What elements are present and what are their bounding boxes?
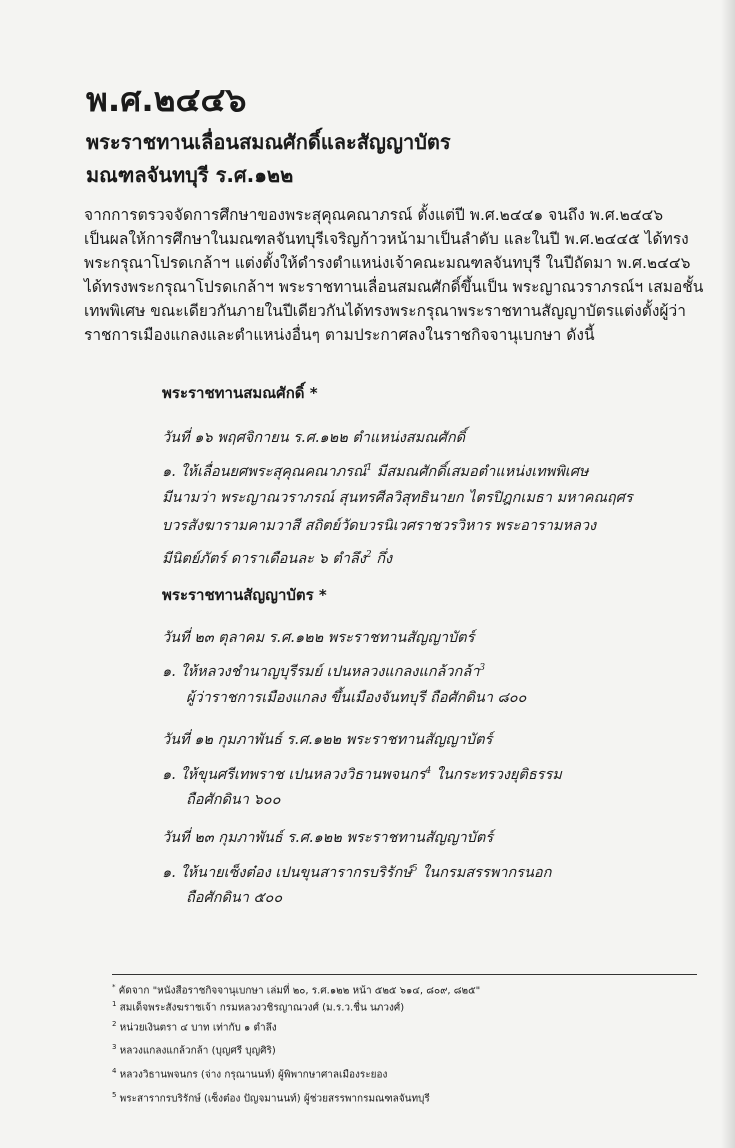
- footnote-divider: [112, 974, 697, 975]
- appointment-3-text: ๑. ให้นายเซ็งต๋อง เปนขุนสารากรบริรักษ์: [162, 864, 412, 881]
- appointment-3-date: วันที่ ๒๓ กุมภาพันธ์ ร.ศ.๑๒๒ พระราชทานสัญญาบัตร์: [162, 830, 494, 846]
- intro-line: ราชการเมืองแกลงและตำแหน่งอื่นๆ ตามประกาศลงในราชกิจจานุเบกษา ดังนี้: [84, 326, 595, 344]
- rank-line-2: มีนามว่า พระญาณวราภรณ์ สุนทรศีลวิสุทธินายก ไตรปิฎกเมธา มหาคณฤศร: [162, 490, 633, 506]
- footnote-text: หลวงวิธานพจนกร (จ่าง กรุณานนท์) ผู้พิพากษาศาลเมืองระยอง: [116, 1069, 388, 1081]
- footnote-mark: *: [112, 983, 116, 991]
- footnote-ref: 4: [425, 766, 432, 776]
- footnote-text: สมเด็จพระสังฆราชเจ้า กรมหลวงวชิรญาณวงศ์ (ม.ร.ว.ชื่น นภวงศ์): [116, 1002, 405, 1014]
- section-heading-rank: พระราชทานสมณศักดิ์ *: [162, 384, 318, 402]
- appointment-2-text-cont: ในกระทรวงยุติธรรม: [431, 766, 562, 783]
- intro-line: จากการตรวจจัดการศึกษาของพระสุคุณคณาภรณ์ ตั้งแต่ปี พ.ศ.๒๔๔๑ จนถึง พ.ศ.๒๔๔๖: [84, 206, 664, 224]
- footnote-ref: 3: [479, 663, 486, 673]
- intro-line: ได้ทรงพระกรุณาโปรดเกล้าฯ พระราชทานเลื่อนสมณศักดิ์ขึ้นเป็น พระญาณวราภรณ์ฯ เสมอชั้น: [84, 278, 704, 296]
- section-heading-appointment: พระราชทานสัญญาบัตร *: [162, 586, 327, 604]
- footnote: [112, 1040, 276, 1058]
- footnote-ref: 1: [366, 463, 373, 473]
- rank-date: วันที่ ๑๖ พฤศจิกายน ร.ศ.๑๒๒ ตำแหน่งสมณศักดิ์: [162, 430, 466, 446]
- intro-paragraph: [84, 203, 724, 347]
- rank-line-1-text: ๑. ให้เลื่อนยศพระสุคุณคณาภรณ์: [162, 463, 367, 480]
- footnote-mark: 3: [112, 1043, 117, 1051]
- rank-line-4: [162, 545, 392, 569]
- footnote-text: พระสารากรบริรักษ์ (เซ็งต๋อง ปัญจมานนท์) ผู้ช่วยสรรพากรมณฑลจันทบุรี: [116, 1093, 430, 1105]
- appointment-1-text: ๑. ให้หลวงชำนาญบุรีรมย์ เปนหลวงแกลงแกล้วกล้า: [162, 663, 480, 680]
- appointment-3-text-cont: ในกรมสรรพากรนอก: [417, 864, 552, 881]
- footnote-ref: 5: [411, 864, 418, 874]
- document-title: [86, 126, 451, 192]
- footnote: [112, 1017, 277, 1035]
- appointment-1-date: วันที่ ๒๓ ตุลาคม ร.ศ.๑๒๒ พระราชทานสัญญาบัตร์: [162, 630, 475, 646]
- footnote-text: หน่วยเงินตรา ๔ บาท เท่ากับ ๑ ตำลึง: [116, 1022, 277, 1034]
- rank-line-1: [162, 458, 589, 482]
- footnote: [112, 997, 404, 1015]
- footnote-ref: 2: [365, 550, 372, 560]
- appointment-2-date: วันที่ ๑๒ กุมภาพันธ์ ร.ศ.๑๒๒ พระราชทานสัญญาบัตร์: [162, 732, 493, 748]
- appointment-1-line-1: [162, 658, 485, 682]
- appointment-2-line-1: [162, 761, 562, 785]
- year-heading: พ.ศ.๒๔๔๖: [86, 80, 247, 119]
- intro-line: เป็นผลให้การศึกษาในมณฑลจันทบุรีเจริญก้าวหน้ามาเป็นลำดับ และในปี พ.ศ.๒๔๔๕ ได้ทรง: [84, 230, 689, 248]
- rank-line-3: บวรสังฆารามคามวาสี สถิตย์วัดบวรนิเวศราชวรวิหาร พระอารามหลวง: [162, 518, 597, 534]
- appointment-2-text: ๑. ให้ขุนศรีเทพราช เปนหลวงวิธานพจนกร: [162, 766, 426, 783]
- rank-line-4-text-cont: กึ่ง: [371, 550, 393, 567]
- footnote-mark: 1: [112, 1000, 117, 1008]
- footnote-text: หลวงแกลงแกล้วกล้า (บุญศรี บุญศิริ): [116, 1045, 276, 1057]
- footnote: [112, 1064, 387, 1082]
- rank-line-4-text: มีนิตย์ภัตร์ ดาราเดือนละ ๖ ตำลึง: [162, 550, 366, 567]
- appointment-3-line-2: ถือศักดินา ๕๐๐: [186, 890, 283, 906]
- appointment-2-line-2: ถือศักดินา ๖๐๐: [186, 792, 281, 808]
- page-edge-shadow: [721, 0, 735, 1148]
- rank-line-1-text-cont: มีสมณศักดิ์เสมอตำแหน่งเทพพิเศษ: [372, 463, 589, 480]
- footnote-text: คัดจาก "หนังสือราชกิจจานุเบกษา เล่มที่ ๒๐, ร.ศ.๑๒๒ หน้า ๕๒๕ ๖๑๔, ๘๐๙, ๘๒๕": [115, 985, 481, 997]
- footnote: [112, 980, 480, 998]
- footnote-mark: 5: [112, 1091, 117, 1099]
- appointment-3-line-1: [162, 859, 551, 883]
- intro-line: เทพพิเศษ ขณะเดียวกันภายในปีเดียวกันได้ทรงพระกรุณาพระราชทานสัญญาบัตรแต่งตั้งผู้ว่า: [84, 302, 686, 320]
- footnote: [112, 1088, 430, 1106]
- title-line-1: พระราชทานเลื่อนสมณศักดิ์และสัญญาบัตร: [86, 130, 451, 154]
- title-line-2: มณฑลจันทบุรี ร.ศ.๑๒๒: [86, 163, 294, 187]
- appointment-1-line-2: ผู้ว่าราชการเมืองแกลง ขึ้นเมืองจันทบุรี ถือศักดินา ๘๐๐: [186, 690, 527, 706]
- footnote-mark: 4: [112, 1067, 117, 1075]
- footnote-mark: 2: [112, 1020, 117, 1028]
- intro-line: พระกรุณาโปรดเกล้าฯ แต่งตั้งให้ดำรงตำแหน่งเจ้าคณะมณฑลจันทบุรี ในปีถัดมา พ.ศ.๒๔๔๖: [84, 254, 691, 272]
